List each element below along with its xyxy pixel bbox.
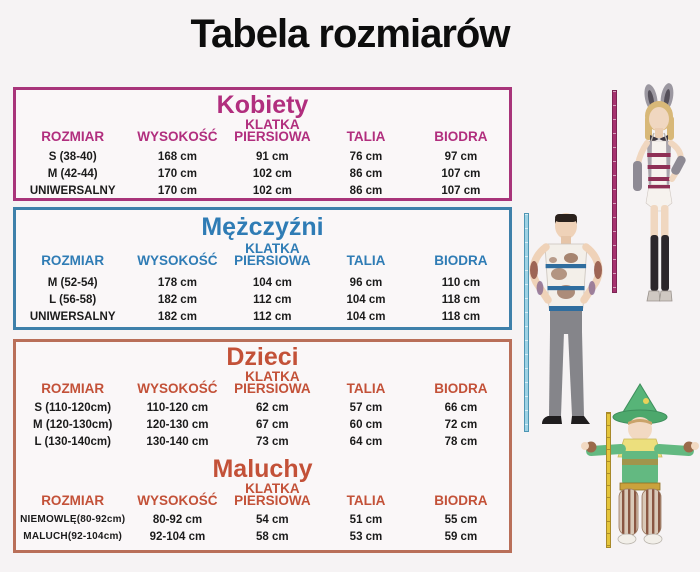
column-header-chest	[226, 119, 320, 144]
row-hips: 66 cm	[444, 401, 478, 414]
row-size: UNIWERSALNY	[29, 310, 116, 323]
table-row	[16, 291, 509, 308]
men-table-title: Mężczyźni	[201, 213, 324, 241]
row-size: L (56-58)	[49, 293, 97, 306]
row-height: 182 cm	[157, 293, 197, 306]
men-measuring-pole	[524, 213, 529, 432]
row-height: 92-104 cm	[149, 530, 206, 543]
column-header-waist: TALIA	[346, 381, 386, 396]
table-row	[16, 433, 509, 450]
row-waist: 53 cm	[349, 530, 383, 543]
column-header-hips: BIODRA	[434, 381, 488, 396]
toddlers-table-title: Maluchy	[212, 455, 313, 483]
row-height: 168 cm	[157, 150, 197, 163]
row-waist: 57 cm	[349, 401, 383, 414]
row-size: L (130-140cm)	[34, 435, 111, 448]
column-header-size: ROZMIAR	[41, 381, 105, 396]
row-chest: 112 cm	[253, 310, 292, 323]
column-header-size: ROZMIAR	[41, 129, 105, 144]
children-size-table	[13, 339, 512, 553]
woman-bunny-costume-figure	[618, 83, 700, 311]
row-height: 170 cm	[157, 184, 197, 197]
row-waist: 104 cm	[346, 293, 386, 306]
column-header-hips: BIODRA	[434, 129, 488, 144]
row-waist: 86 cm	[349, 167, 383, 180]
column-header-chest-line2: PIERSIOWA	[234, 253, 311, 268]
row-chest: 73 cm	[256, 435, 289, 448]
column-header-waist: TALIA	[346, 493, 386, 508]
row-chest: 58 cm	[256, 530, 289, 543]
row-waist: 64 cm	[349, 435, 383, 448]
row-waist: 60 cm	[349, 418, 383, 431]
row-height: 182 cm	[157, 310, 197, 323]
column-header-chest-line1: KLATKA	[245, 241, 300, 256]
column-header-height: WYSOKOŚĆ	[137, 493, 218, 508]
column-header-waist: TALIA	[346, 129, 386, 144]
toddlers-column-headers	[16, 483, 509, 508]
column-header-chest-line2: PIERSIOWA	[234, 381, 311, 396]
row-waist: 86 cm	[349, 184, 383, 197]
column-header-hips: BIODRA	[434, 253, 488, 268]
row-hips: 55 cm	[444, 513, 478, 526]
table-row	[16, 182, 509, 199]
row-chest: 91 cm	[256, 150, 289, 163]
column-header-height: WYSOKOŚĆ	[137, 381, 218, 396]
toddler-wizard-costume-figure	[580, 381, 700, 551]
column-header-height: WYSOKOŚĆ	[137, 129, 218, 144]
row-chest: 67 cm	[256, 418, 289, 431]
row-size: S (38-40)	[48, 150, 97, 163]
men-column-headers	[16, 243, 509, 268]
column-header-size: ROZMIAR	[41, 493, 105, 508]
row-hips: 110 cm	[441, 276, 481, 289]
column-header-chest-line1: KLATKA	[245, 369, 300, 384]
row-waist: 104 cm	[346, 310, 386, 323]
row-size: M (42-44)	[47, 167, 98, 180]
row-size: S (110-120cm)	[34, 401, 112, 414]
row-hips: 107 cm	[441, 167, 481, 180]
row-chest: 104 cm	[252, 276, 292, 289]
table-row	[16, 528, 509, 545]
men-size-table	[13, 207, 512, 330]
row-height: 178 cm	[157, 276, 197, 289]
row-chest: 62 cm	[256, 401, 289, 414]
row-waist: 96 cm	[349, 276, 383, 289]
table-row	[16, 511, 509, 528]
toddlers-measuring-pole	[606, 412, 611, 548]
toddlers-rows	[16, 511, 509, 545]
row-height: 170 cm	[157, 167, 197, 180]
page-title: Tabela rozmiarów	[190, 12, 510, 56]
row-size: M (120-130cm)	[33, 418, 113, 431]
row-waist: 76 cm	[349, 150, 383, 163]
column-header-chest-line1: KLATKA	[245, 117, 300, 132]
row-waist: 51 cm	[349, 513, 383, 526]
women-rows	[16, 148, 509, 199]
row-hips: 59 cm	[444, 530, 478, 543]
table-row	[16, 148, 509, 165]
women-table-title: Kobiety	[216, 91, 309, 119]
table-row	[16, 165, 509, 182]
row-hips: 107 cm	[441, 184, 481, 197]
row-size: UNIWERSALNY	[29, 184, 116, 197]
column-header-waist: TALIA	[346, 253, 386, 268]
column-header-chest-line2: PIERSIOWA	[234, 129, 311, 144]
row-height: 110-120 cm	[146, 401, 209, 414]
children-rows	[16, 399, 509, 450]
row-size: NIEMOWLĘ(80-92cm)	[20, 514, 126, 525]
row-hips: 118 cm	[441, 310, 481, 323]
row-size: MALUCH(92-104cm)	[23, 531, 123, 542]
row-size: M (52-54)	[47, 276, 98, 289]
row-chest: 102 cm	[252, 167, 292, 180]
women-size-table	[13, 87, 512, 201]
column-header-chest	[226, 371, 320, 396]
men-rows	[16, 274, 509, 325]
children-column-headers	[16, 371, 509, 396]
row-hips: 118 cm	[441, 293, 481, 306]
row-height: 130-140 cm	[146, 435, 209, 448]
women-column-headers	[16, 119, 509, 144]
row-chest: 112 cm	[253, 293, 292, 306]
table-row	[16, 274, 509, 291]
column-header-chest-line1: KLATKA	[245, 481, 300, 496]
row-hips: 72 cm	[444, 418, 478, 431]
column-header-chest	[226, 243, 320, 268]
row-hips: 78 cm	[444, 435, 478, 448]
table-row	[16, 399, 509, 416]
row-chest: 54 cm	[256, 513, 289, 526]
column-header-height: WYSOKOŚĆ	[137, 253, 218, 268]
table-row	[16, 308, 509, 325]
column-header-size: ROZMIAR	[41, 253, 105, 268]
row-height: 80-92 cm	[152, 513, 203, 526]
row-hips: 97 cm	[444, 150, 478, 163]
column-header-chest	[226, 483, 320, 508]
row-height: 120-130 cm	[146, 418, 209, 431]
children-table-title: Dzieci	[226, 343, 299, 371]
table-row	[16, 416, 509, 433]
column-header-hips: BIODRA	[434, 493, 488, 508]
column-header-chest-line2: PIERSIOWA	[234, 493, 311, 508]
row-chest: 102 cm	[252, 184, 292, 197]
